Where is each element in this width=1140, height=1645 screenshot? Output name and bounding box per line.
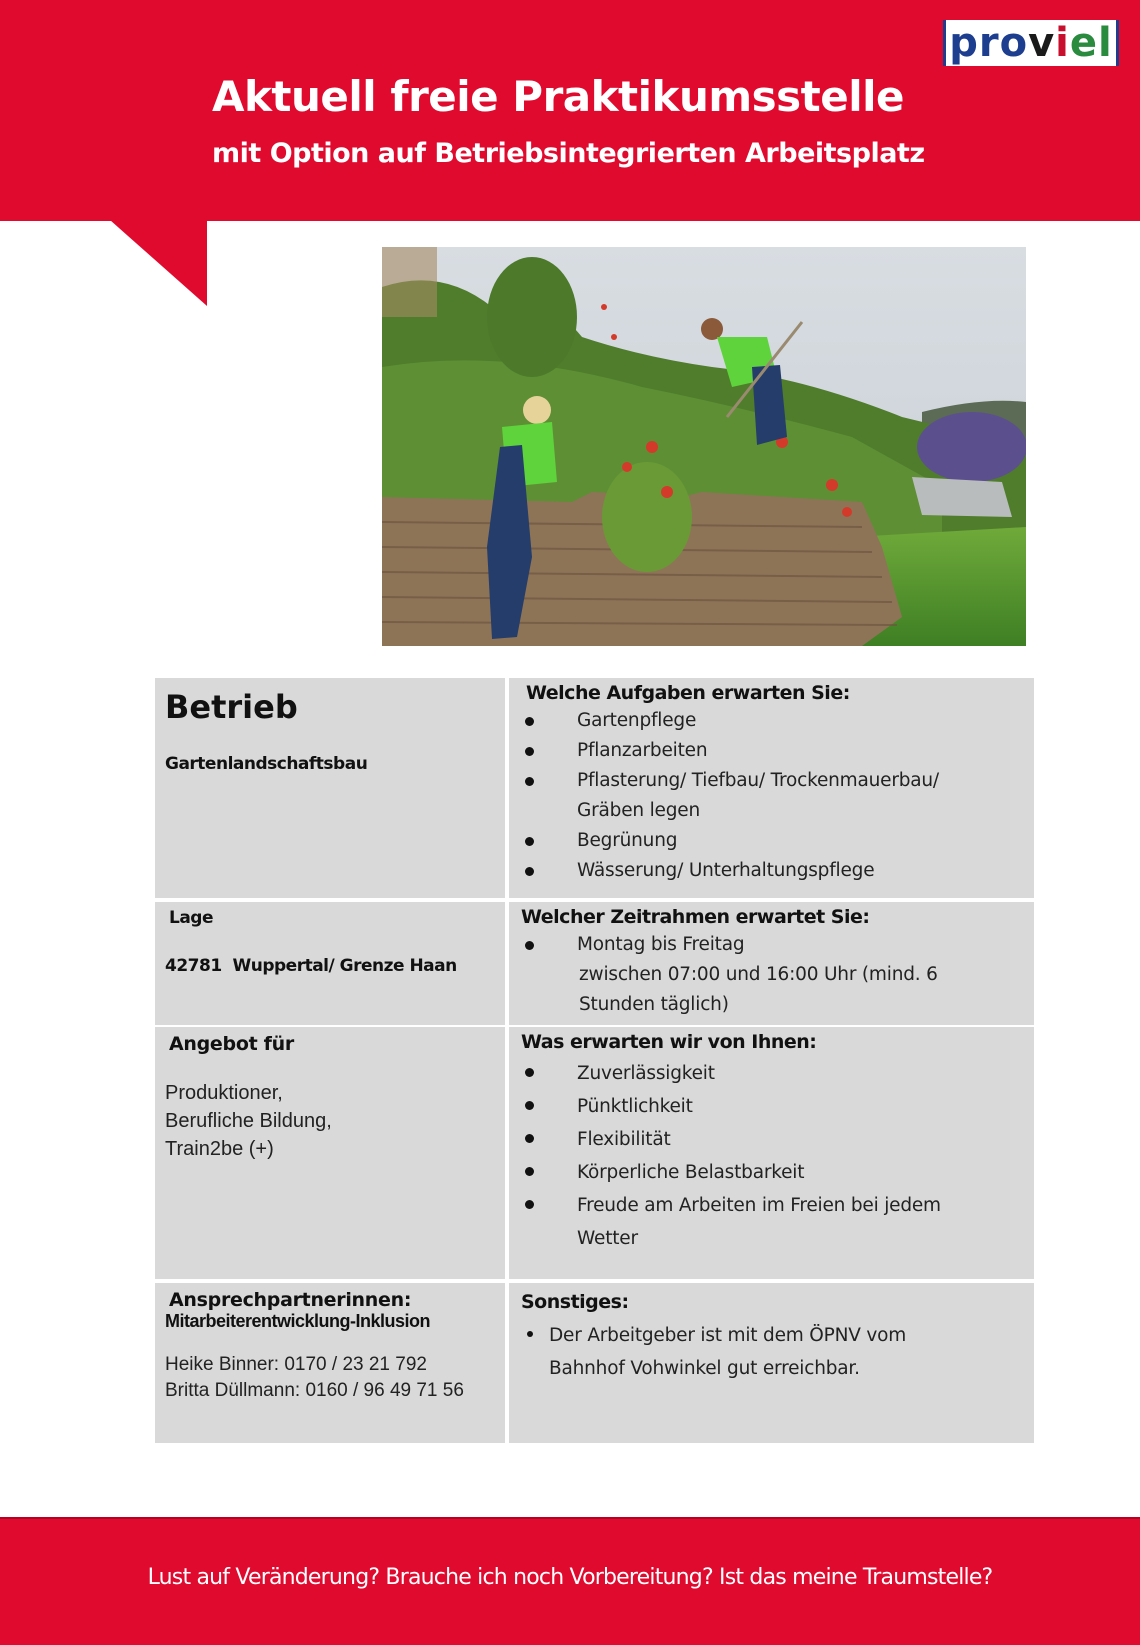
angebot-line: Berufliche Bildung,: [165, 1110, 332, 1132]
ansprechpartner-heading: Ansprechpartnerinnen:: [169, 1289, 412, 1311]
logo-part-i: i: [1055, 20, 1070, 66]
list-item-text: Montag bis Freitag: [577, 934, 745, 955]
lage-heading: Lage: [169, 908, 214, 928]
logo-part-v: v: [1028, 20, 1056, 66]
angebot-line: Train2be (+): [165, 1138, 274, 1160]
list-item: Gartenpflege: [521, 706, 1024, 736]
cell-erwartungen: [509, 1027, 1034, 1279]
lage-value: 42781 Wuppertal/ Grenze Haan: [165, 956, 457, 976]
list-item-continuation: Wetter: [577, 1228, 638, 1249]
angebot-line: Produktioner,: [165, 1082, 283, 1104]
list-item: Wässerung/ Unterhaltungspflege: [521, 856, 1024, 886]
list-item: Körperliche Belastbarkeit: [521, 1156, 1024, 1189]
zeitrahmen-list: [521, 930, 1024, 1020]
footer-tagline: Lust auf Veränderung? Brauche ich noch Vorbereitung? Ist das meine Traumstelle?: [147, 1565, 993, 1590]
betrieb-heading: Betrieb: [165, 688, 298, 726]
contact-britta-duellmann: Britta Düllmann: 0160 / 96 49 71 56: [165, 1380, 464, 1401]
page-subtitle: mit Option auf Betriebsintegrierten Arbeitsplatz: [212, 138, 925, 169]
footer-banner: [0, 1517, 1140, 1645]
zeitrahmen-line-2: zwischen 07:00 und 16:00 Uhr (mind. 6: [579, 964, 938, 985]
aufgaben-heading: Welche Aufgaben erwarten Sie:: [526, 682, 850, 704]
list-item: Begrünung: [521, 826, 1024, 856]
proviel-logo: [943, 20, 1119, 66]
contact-heike-binner: Heike Binner: 0170 / 23 21 792: [165, 1354, 427, 1375]
contacts-list: [165, 1352, 495, 1404]
list-item-continuation: Bahnhof Vohwinkel gut erreichbar.: [549, 1358, 860, 1379]
logo-part-pro: pro: [949, 20, 1029, 66]
photo-illustration: [382, 247, 1026, 646]
list-item-continuation: Gräben legen: [577, 800, 700, 821]
cell-betrieb: [155, 678, 505, 898]
logo-part-el: el: [1069, 20, 1113, 66]
list-item-text: Der Arbeitgeber ist mit dem ÖPNV vom: [549, 1325, 907, 1346]
department-label: Mitarbeiterentwicklung-Inklusion: [165, 1311, 431, 1331]
cell-sonstiges: [509, 1283, 1034, 1443]
zeitrahmen-line-3: Stunden täglich): [579, 994, 729, 1015]
sonstiges-list: [521, 1319, 1024, 1385]
angebot-heading: Angebot für: [169, 1033, 294, 1055]
sonstiges-heading: Sonstiges:: [521, 1291, 629, 1313]
list-item: [521, 766, 1024, 826]
cell-ansprechpartner: [155, 1283, 505, 1443]
header-banner: [0, 0, 1140, 221]
garden-workers-photo: [382, 247, 1026, 646]
table-row-angebot: [155, 1027, 1034, 1279]
erwartungen-list: [521, 1057, 1024, 1255]
list-item: Pünktlichkeit: [521, 1090, 1024, 1123]
list-item-text: Freude am Arbeiten im Freien bei jedem: [577, 1195, 941, 1216]
list-item: Zuverlässigkeit: [521, 1057, 1024, 1090]
speech-bubble-tail: [0, 220, 220, 310]
table-row-betrieb: [155, 678, 1034, 898]
cell-zeitrahmen: [509, 902, 1034, 1025]
zeitrahmen-heading: Welcher Zeitrahmen erwartet Sie:: [521, 906, 870, 928]
list-item: Flexibilität: [521, 1123, 1024, 1156]
list-item: [521, 1319, 1024, 1385]
table-row-kontakt: [155, 1283, 1034, 1443]
list-item: Pflanzarbeiten: [521, 736, 1024, 766]
table-row-lage: [155, 902, 1034, 1025]
list-item: [521, 1189, 1024, 1255]
angebot-list: [165, 1079, 495, 1163]
cell-lage: [155, 902, 505, 1025]
aufgaben-list: [521, 706, 1024, 886]
list-item-text: Pflasterung/ Tiefbau/ Trockenmauerbau/: [577, 770, 939, 791]
cell-angebot: [155, 1027, 505, 1279]
info-table: [155, 678, 1034, 1447]
betrieb-value: Gartenlandschaftsbau: [165, 754, 368, 774]
erwartungen-heading: Was erwarten wir von Ihnen:: [521, 1031, 817, 1053]
page-title: Aktuell freie Praktikumsstelle: [212, 72, 904, 121]
cell-aufgaben: [509, 678, 1034, 898]
list-item: [521, 930, 1024, 1020]
